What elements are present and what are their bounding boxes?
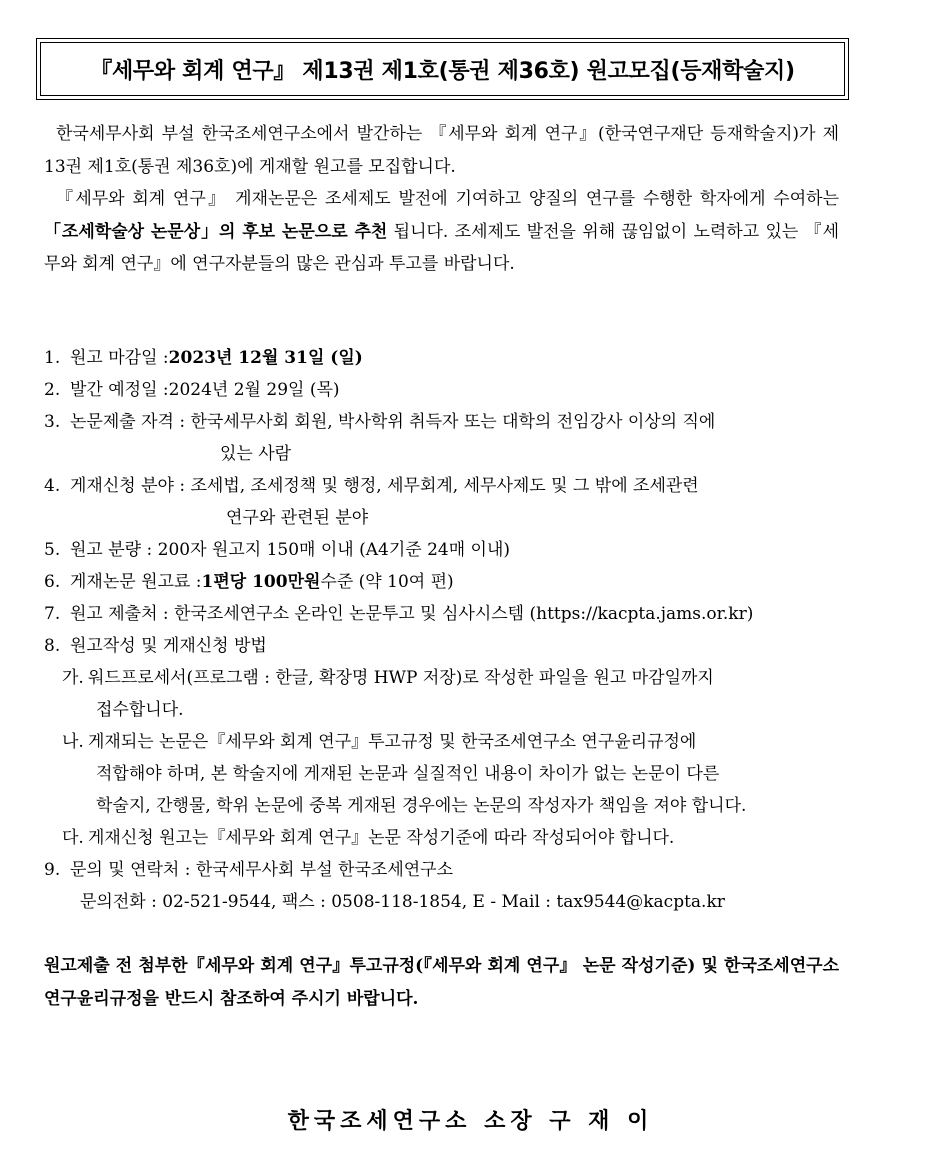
ga-line-1: 워드프로세서(프로그램 : 한글, 확장명 HWP 저장)로 작성한 파일을 원고 마감일까지 — [88, 668, 714, 688]
fields-line-2: 연구와 관련된 분야 — [226, 508, 369, 528]
item-number: 5. — [44, 540, 61, 560]
title-inner-border — [40, 42, 845, 96]
ga-line-2: 접수합니다. — [96, 700, 184, 720]
item-label: 원고 마감일 : — [70, 348, 169, 368]
item-number: 4. — [44, 476, 61, 496]
method-ga — [44, 662, 839, 694]
item-label: 게재논문 원고료 : — [70, 572, 202, 592]
item-deadline — [44, 342, 839, 374]
item-number: 9. — [44, 860, 61, 880]
item-fee — [44, 566, 839, 598]
item-number: 3. — [44, 412, 61, 432]
item-fields — [44, 470, 839, 534]
item-eligibility — [44, 406, 839, 470]
deadline-value: 2023년 12월 31일 (일) — [168, 348, 363, 368]
fee-value: 1편당 100만원 — [201, 572, 321, 592]
item-label: 발간 예정일 : — [70, 380, 169, 400]
fields-line-1: 게재신청 분야 : 조세법, 조세정책 및 행정, 세무회계, 세무사제도 및 그 밖에 조세관련 — [70, 476, 699, 496]
page-title: 『세무와 회계 연구』 제13권 제1호(통권 제36호) 원고모집(등재학술지) — [90, 58, 795, 84]
na-line-2: 적합해야 하며, 본 학술지에 게재된 논문과 실질적인 내용이 차이가 없는 논문이 다른 — [96, 764, 720, 784]
item-publish-date — [44, 374, 839, 406]
intro-paragraph-1: 한국세무사회 부설 한국조세연구소에서 발간하는 『세무와 회계 연구』(한국연구재단 등재학술지)가 제13권 제1호(통권 제36호)에 게재할 원고를 모집합니다. — [44, 124, 839, 177]
item-submission — [44, 598, 839, 630]
item-contact — [44, 854, 839, 918]
item-number: 7. — [44, 604, 61, 624]
notice-text: 원고제출 전 첨부한『세무와 회계 연구』투고규정(『세무와 회계 연구』 논문 작성기준) 및 한국조세연구소 연구윤리규정을 반드시 참조하여 주시기 바랍니다. — [44, 956, 839, 1009]
na-line-3: 학술지, 간행물, 학위 논문에 중복 게재된 경우에는 논문의 작성자가 책임을 져야 합니다. — [96, 796, 747, 816]
sub-label: 다. — [62, 828, 84, 848]
submission-notice — [44, 950, 839, 1016]
item-number: 1. — [44, 348, 61, 368]
intro-p2-highlight: 「조세학술상 논문상」의 후보 논문으로 추천 — [44, 221, 388, 242]
contact-title: 문의 및 연락처 : 한국세무사회 부설 한국조세연구소 — [70, 860, 454, 880]
method-title: 원고작성 및 게재신청 방법 — [70, 636, 267, 656]
sub-label: 가. — [62, 668, 84, 688]
method-da — [44, 822, 839, 854]
signature: 한국조세연구소 소장 구 재 이 — [287, 1108, 654, 1134]
publish-date-value: 2024년 2월 29일 (목) — [168, 380, 340, 400]
eligibility-line-1: 논문제출 자격 : 한국세무사회 회원, 박사학위 취득자 또는 대학의 전임강사 이상의 직에 — [70, 412, 716, 432]
na-line-1: 게재되는 논문은『세무와 회계 연구』투고규정 및 한국조세연구소 연구윤리규정에 — [88, 732, 697, 752]
fee-rest: 수준 (약 10여 편) — [320, 572, 454, 592]
item-list — [44, 342, 839, 918]
method-na — [44, 726, 839, 758]
intro-p2-text-b: 됩니다. 조세제도 발전을 위해 끊임없이 노력하고 있는 『세무와 회계 연구』에 연구자분들의 많은 관심과 투고를 바랍니다. — [44, 221, 839, 274]
length-text: 원고 분량 : 200자 원고지 150매 이내 (A4기준 24매 이내) — [70, 540, 510, 560]
intro-p2-text-a: 『세무와 회계 연구』 게재논문은 조세제도 발전에 기여하고 양질의 연구를 수행한 학자에게 수여하는 — [56, 189, 839, 209]
item-number: 2. — [44, 380, 61, 400]
item-method — [44, 630, 839, 854]
sub-label: 나. — [62, 732, 84, 752]
title-box — [36, 38, 849, 100]
item-length — [44, 534, 839, 566]
intro-paragraph-2 — [44, 183, 839, 281]
item-number: 8. — [44, 636, 61, 656]
intro-section — [44, 118, 839, 281]
da-text: 게재신청 원고는『세무와 회계 연구』논문 작성기준에 따라 작성되어야 합니다. — [88, 828, 675, 848]
submission-text: 원고 제출처 : 한국조세연구소 온라인 논문투고 및 심사시스템 (https://kacpta.jams.or.kr) — [70, 604, 754, 624]
eligibility-line-2: 있는 사람 — [220, 444, 292, 464]
item-number: 6. — [44, 572, 61, 592]
contact-details: 문의전화 : 02-521-9544, 팩스 : 0508-118-1854, E - Mail : tax9544@kacpta.kr — [80, 892, 725, 912]
